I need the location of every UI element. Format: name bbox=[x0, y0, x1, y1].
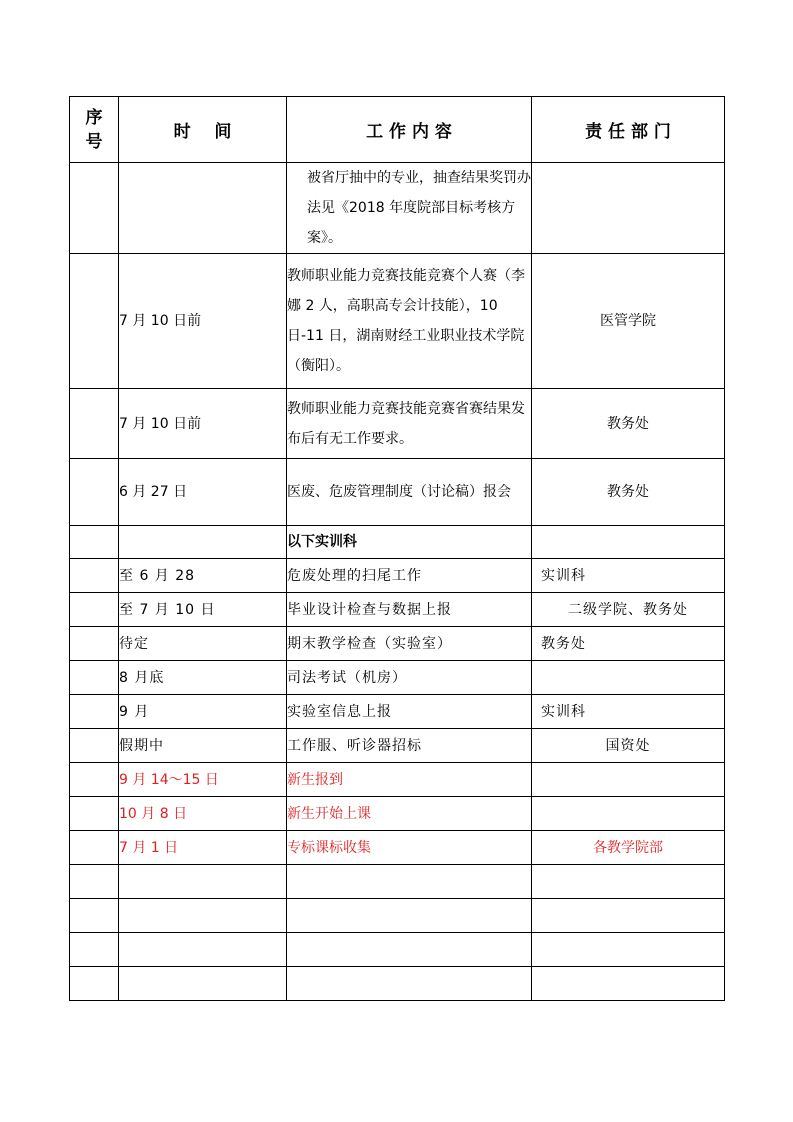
content-cell: 新生开始上课 bbox=[287, 797, 532, 831]
header-seq bbox=[70, 97, 119, 163]
dept-cell: 实训科 bbox=[532, 695, 725, 729]
time-cell bbox=[119, 526, 287, 559]
dept-cell: 医管学院 bbox=[532, 254, 725, 389]
time-cell: 待定 bbox=[119, 627, 287, 661]
seq-cell bbox=[70, 593, 119, 627]
content-cell: 危废处理的扫尾工作 bbox=[287, 559, 532, 593]
dept-cell: 教务处 bbox=[532, 627, 725, 661]
content-cell: 专标课标收集 bbox=[287, 831, 532, 865]
header-dept: 责 任 部 门 bbox=[532, 97, 725, 163]
dept-cell: 各教学院部 bbox=[532, 831, 725, 865]
empty-row bbox=[70, 865, 725, 899]
time-cell bbox=[119, 163, 287, 254]
dept-cell bbox=[532, 797, 725, 831]
empty-row bbox=[70, 967, 725, 1001]
dept-cell bbox=[532, 763, 725, 797]
seq-cell bbox=[70, 254, 119, 389]
seq-cell bbox=[70, 389, 119, 459]
header-seq-bottom: 号 bbox=[85, 131, 103, 152]
seq-cell bbox=[70, 627, 119, 661]
table-row bbox=[70, 661, 725, 695]
seq-cell bbox=[70, 163, 119, 254]
table-row bbox=[70, 593, 725, 627]
time-cell: 7 月 10 日前 bbox=[119, 389, 287, 459]
table-row bbox=[70, 526, 725, 559]
dept-cell: 二级学院、教务处 bbox=[532, 593, 725, 627]
seq-cell bbox=[70, 831, 119, 865]
content-cell: 医废、危废管理制度（讨论稿）报会 bbox=[287, 459, 532, 526]
table-row bbox=[70, 797, 725, 831]
content-cell: 司法考试（机房） bbox=[287, 661, 532, 695]
table-row bbox=[70, 831, 725, 865]
time-cell: 至 7 月 10 日 bbox=[119, 593, 287, 627]
table-row bbox=[70, 695, 725, 729]
time-cell: 9 月 14～15 日 bbox=[119, 763, 287, 797]
dept-cell bbox=[532, 661, 725, 695]
dept-cell: 教务处 bbox=[532, 459, 725, 526]
time-cell: 6 月 27 日 bbox=[119, 459, 287, 526]
header-seq-top: 序 bbox=[85, 107, 103, 128]
empty-row bbox=[70, 899, 725, 933]
content-cell: 毕业设计检查与数据上报 bbox=[287, 593, 532, 627]
seq-cell bbox=[70, 797, 119, 831]
schedule-table bbox=[69, 96, 725, 1001]
content-cell: 工作服、听诊器招标 bbox=[287, 729, 532, 763]
time-cell: 10 月 8 日 bbox=[119, 797, 287, 831]
content-cell: 教师职业能力竞赛技能竞赛个人赛（李娜 2 人，高职高专会计技能），10 日-11 日，湖南财经工业职业技术学院（衡阳）。 bbox=[287, 254, 532, 389]
seq-cell bbox=[70, 695, 119, 729]
seq-cell bbox=[70, 763, 119, 797]
table-row bbox=[70, 459, 725, 526]
header-time: 时 间 bbox=[119, 97, 287, 163]
time-cell: 9 月 bbox=[119, 695, 287, 729]
content-cell: 教师职业能力竞赛技能竞赛省赛结果发布后有无工作要求。 bbox=[287, 389, 532, 459]
header-content: 工 作 内 容 bbox=[287, 97, 532, 163]
section-label: 以下实训科 bbox=[287, 526, 532, 559]
dept-cell bbox=[532, 163, 725, 254]
table-row bbox=[70, 559, 725, 593]
dept-cell bbox=[532, 526, 725, 559]
table-row bbox=[70, 627, 725, 661]
content-cell: 被省厅抽中的专业，抽查结果奖罚办法见《2018 年度院部目标考核方案》。 bbox=[287, 163, 532, 254]
table-row bbox=[70, 389, 725, 459]
time-cell: 假期中 bbox=[119, 729, 287, 763]
time-cell: 至 6 月 28 bbox=[119, 559, 287, 593]
seq-cell bbox=[70, 661, 119, 695]
table-row bbox=[70, 254, 725, 389]
seq-cell bbox=[70, 459, 119, 526]
empty-row bbox=[70, 933, 725, 967]
table-row bbox=[70, 729, 725, 763]
content-cell: 实验室信息上报 bbox=[287, 695, 532, 729]
seq-cell bbox=[70, 526, 119, 559]
table-row bbox=[70, 163, 725, 254]
time-cell: 8 月底 bbox=[119, 661, 287, 695]
table-row bbox=[70, 763, 725, 797]
dept-cell: 国资处 bbox=[532, 729, 725, 763]
dept-cell: 实训科 bbox=[532, 559, 725, 593]
content-cell: 新生报到 bbox=[287, 763, 532, 797]
seq-cell bbox=[70, 729, 119, 763]
header-row bbox=[70, 97, 725, 163]
time-cell: 7 月 1 日 bbox=[119, 831, 287, 865]
seq-cell bbox=[70, 559, 119, 593]
content-cell: 期末教学检查（实验室） bbox=[287, 627, 532, 661]
time-cell: 7 月 10 日前 bbox=[119, 254, 287, 389]
dept-cell: 教务处 bbox=[532, 389, 725, 459]
